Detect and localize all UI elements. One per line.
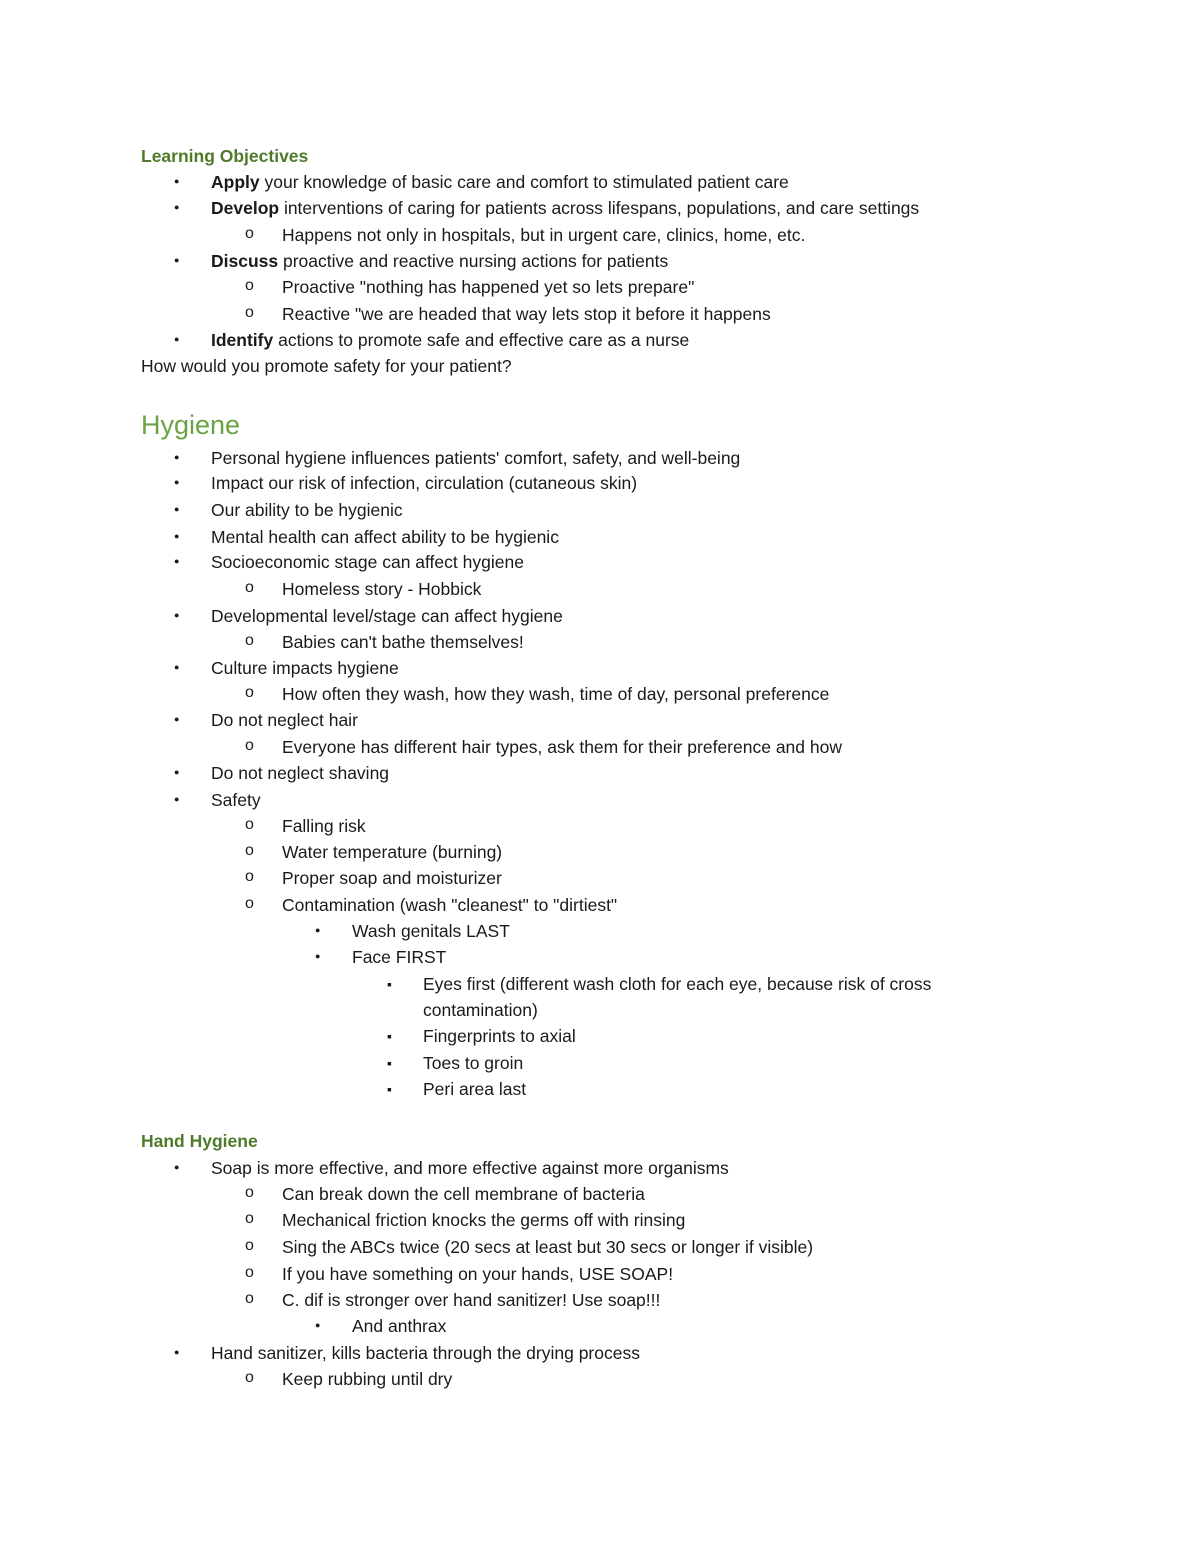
square-bullet-icon: [387, 1078, 392, 1101]
list-item: Culture impacts hygiene: [211, 658, 399, 678]
hygiene-heading: Hygiene: [141, 410, 241, 440]
list-item-level4: Eyes first (different wash cloth for each eye, because risk of cross: [423, 974, 932, 994]
learning-objectives-heading: Learning Objectives: [141, 146, 309, 166]
circle-bullet-icon: [245, 1208, 254, 1230]
list-subitem: Mechanical friction knocks the germs off with rinsing: [282, 1210, 686, 1230]
bullet-icon: [174, 197, 179, 220]
list-item: Identify actions to promote safe and effective care as a nurse: [211, 330, 690, 350]
list-subitem: Falling risk: [282, 816, 366, 836]
bullet-icon: [174, 1157, 179, 1180]
circle-bullet-icon: [245, 630, 254, 652]
question-text: How would you promote safety for your patient?: [141, 356, 512, 376]
list-item: Discuss proactive and reactive nursing actions for patients: [211, 251, 669, 271]
list-subitem: Proper soap and moisturizer: [282, 868, 502, 888]
bullet-icon: [174, 499, 179, 522]
list-subitem: Water temperature (burning): [282, 842, 503, 862]
bullet-icon: [315, 1315, 320, 1338]
list-item: Socioeconomic stage can affect hygiene: [211, 552, 524, 572]
bullet-icon: [174, 709, 179, 732]
list-item-level4: Fingerprints to axial: [423, 1026, 576, 1046]
list-subitem: Homeless story - Hobbick: [282, 579, 482, 599]
list-subitem: Can break down the cell membrane of bacteria: [282, 1184, 645, 1204]
list-subitem: Proactive "nothing has happened yet so lets prepare": [282, 277, 695, 297]
bullet-icon: [174, 329, 179, 352]
list-item: Safety: [211, 790, 261, 810]
bullet-icon: [174, 1342, 179, 1365]
list-item: Hand sanitizer, kills bacteria through the drying process: [211, 1343, 640, 1363]
list-subitem: Babies can't bathe themselves!: [282, 632, 524, 652]
bullet-icon: [174, 472, 179, 495]
list-subsubitem: And anthrax: [352, 1316, 447, 1336]
circle-bullet-icon: [245, 223, 254, 245]
square-bullet-icon: [387, 1052, 392, 1075]
list-subitem: Sing the ABCs twice (20 secs at least but 30 secs or longer if visible): [282, 1237, 814, 1257]
list-subitem: Reactive "we are headed that way lets stop it before it happens: [282, 304, 771, 324]
bullet-icon: [174, 526, 179, 549]
circle-bullet-icon: [245, 893, 254, 915]
circle-bullet-icon: [245, 1367, 254, 1389]
list-item: Do not neglect hair: [211, 710, 358, 730]
bullet-icon: [174, 762, 179, 785]
bullet-icon: [174, 551, 179, 574]
list-subitem: Contamination (wash "cleanest" to "dirtiest": [282, 895, 618, 915]
list-subsubitem: Face FIRST: [352, 947, 447, 967]
circle-bullet-icon: [245, 1182, 254, 1204]
circle-bullet-icon: [245, 814, 254, 836]
bullet-icon: [174, 250, 179, 273]
bullet-icon: [174, 789, 179, 812]
list-subitem: Everyone has different hair types, ask them for their preference and how: [282, 737, 842, 757]
square-bullet-icon: [387, 1025, 392, 1048]
bullet-icon: [174, 447, 179, 470]
circle-bullet-icon: [245, 577, 254, 599]
list-subsubitem: Wash genitals LAST: [352, 921, 510, 941]
list-item: Soap is more effective, and more effective against more organisms: [211, 1158, 729, 1178]
hand-hygiene-heading: Hand Hygiene: [141, 1131, 258, 1151]
list-item: Apply your knowledge of basic care and comfort to stimulated patient care: [211, 172, 789, 192]
circle-bullet-icon: [245, 1288, 254, 1310]
list-item-level4: Peri area last: [423, 1079, 527, 1099]
circle-bullet-icon: [245, 840, 254, 862]
bullet-icon: [315, 946, 320, 969]
list-item-level4-continuation: contamination): [423, 1000, 538, 1020]
list-item: Developmental level/stage can affect hygiene: [211, 606, 563, 626]
circle-bullet-icon: [245, 302, 254, 324]
bullet-icon: [174, 657, 179, 680]
bullet-icon: [174, 605, 179, 628]
list-item: Do not neglect shaving: [211, 763, 390, 783]
list-subitem: Happens not only in hospitals, but in urgent care, clinics, home, etc.: [282, 225, 806, 245]
circle-bullet-icon: [245, 275, 254, 297]
list-item: Mental health can affect ability to be hygienic: [211, 527, 559, 547]
circle-bullet-icon: [245, 735, 254, 757]
list-item: Personal hygiene influences patients' comfort, safety, and well-being: [211, 448, 741, 468]
list-subitem: C. dif is stronger over hand sanitizer! Use soap!!!: [282, 1290, 661, 1310]
list-subitem: Keep rubbing until dry: [282, 1369, 453, 1389]
square-bullet-icon: [387, 973, 392, 996]
list-item-level4: Toes to groin: [423, 1053, 524, 1073]
list-item: Develop interventions of caring for patients across lifespans, populations, and care settings: [211, 198, 920, 218]
list-subitem: If you have something on your hands, USE SOAP!: [282, 1264, 674, 1284]
circle-bullet-icon: [245, 1262, 254, 1284]
circle-bullet-icon: [245, 866, 254, 888]
bullet-icon: [315, 920, 320, 943]
list-item: Impact our risk of infection, circulation (cutaneous skin): [211, 473, 638, 493]
circle-bullet-icon: [245, 682, 254, 704]
circle-bullet-icon: [245, 1235, 254, 1257]
list-subitem: How often they wash, how they wash, time of day, personal preference: [282, 684, 830, 704]
bullet-icon: [174, 171, 179, 194]
list-item: Our ability to be hygienic: [211, 500, 403, 520]
